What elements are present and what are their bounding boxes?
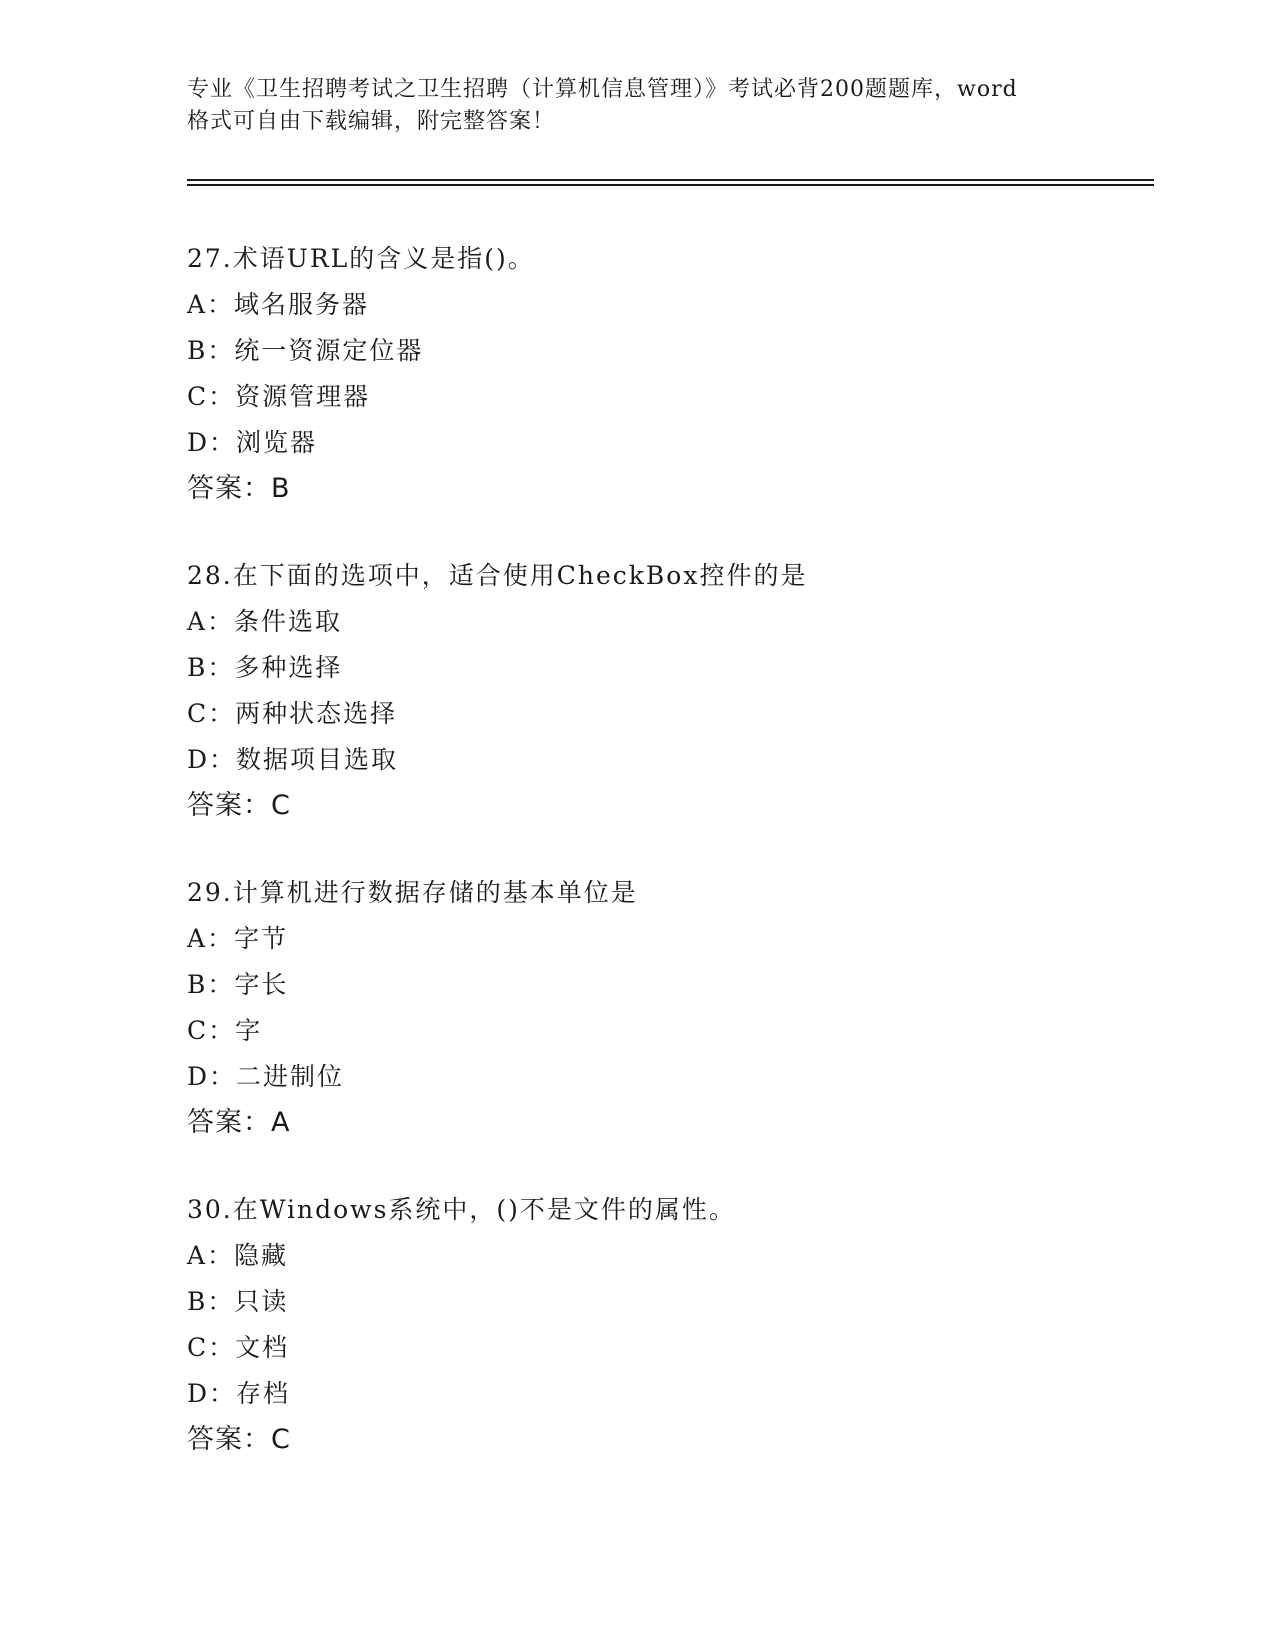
question-27 [187,236,1147,512]
option-a: A：字节 [187,924,289,953]
document-header [187,74,1087,138]
option-c: C：字 [187,1016,263,1045]
option-c: C：两种状态选择 [187,699,398,728]
question-stem: 28.在下面的选项中，适合使用CheckBox控件的是 [187,561,808,590]
option-b: B：统一资源定位器 [187,336,424,365]
option-a: A：域名服务器 [187,290,370,319]
option-a: A：条件选取 [187,607,343,636]
option-c: C：资源管理器 [187,382,371,411]
option-a: A：隐藏 [187,1241,289,1270]
question-stem: 27.术语URL的含义是指()。 [187,244,535,273]
option-c: C：文档 [187,1333,290,1362]
answer-label: 答案：C [187,1424,291,1455]
question-28 [187,553,1147,829]
question-stem: 30.在Windows系统中，()不是文件的属性。 [187,1195,736,1224]
question-29 [187,870,1147,1146]
header-divider-bottom [187,184,1154,186]
option-b: B：字长 [187,970,289,999]
header-title-line-2: 格式可自由下载编辑，附完整答案！ [187,109,556,134]
question-stem: 29.计算机进行数据存储的基本单位是 [187,878,638,907]
option-d: D：数据项目选取 [187,745,399,774]
answer-label: 答案：C [187,790,291,821]
answer-label: 答案：A [187,1107,291,1138]
option-b: B：只读 [187,1287,289,1316]
option-b: B：多种选择 [187,653,343,682]
question-list [187,236,1147,1463]
option-d: D：二进制位 [187,1062,345,1091]
option-d: D：存档 [187,1379,291,1408]
option-d: D：浏览器 [187,428,318,457]
answer-label: 答案：B [187,473,291,504]
header-title-line-1: 专业《卫生招聘考试之卫生招聘（计算机信息管理）》考试必背200题题库，word [187,77,1018,102]
header-divider-top [187,179,1154,181]
question-30 [187,1187,1147,1463]
